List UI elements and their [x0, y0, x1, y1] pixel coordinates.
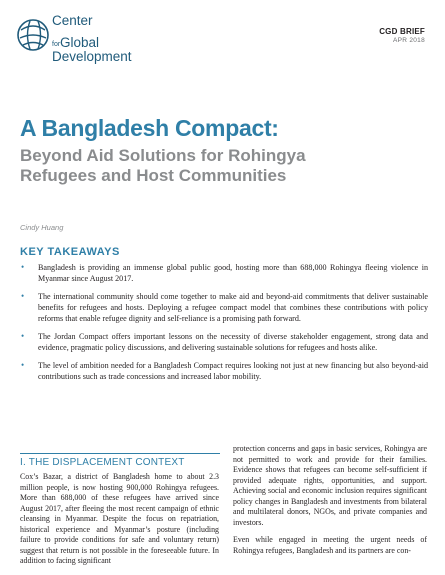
page-title: A Bangladesh Compact:: [20, 115, 279, 141]
body-column-right: [233, 444, 427, 563]
body-paragraph: Cox’s Bazar, a district of Bangladesh home to about 2.3 million people, is now hosting 900,000 Rohingya refugees. More than 688,000 of these refugees have arrived since August 2017, after fleeing the most recent campaign of ethnic cleansing in Myanmar. Despite the focus on repatriation, historical experience and Myanmar’s posture (including failure to provide conditions for safe and voluntary return) suggest that return is not possible in the foreseeable future. In addition to facing significant: [20, 472, 219, 565]
key-takeaway-text: The level of ambition needed for a Bangladesh Compact requires looking not just at new financing but also beyond-aid contributions such as trade concessions and increased labor mobility.: [38, 361, 428, 381]
author: Cindy Huang: [20, 223, 64, 232]
body-paragraph: protection concerns and gaps in basic services, Rohingya are not permitted to work and provide for their families. Evidence shows that refugees can become self-sufficient if provided adequate rights, opportunities, and support. Achieving social and economic inclusion requires significant policy changes in Bangladesh and investments from bilateral and multilateral donors, NGOs, and private companies and investors.: [233, 444, 427, 527]
logo-wordmark: [52, 13, 132, 64]
key-takeaways-heading: KEY TAKEAWAYS: [20, 246, 120, 258]
key-takeaway-item: [20, 360, 428, 382]
bullet-icon: •: [21, 360, 25, 370]
brief-type: CGD BRIEF: [379, 27, 425, 36]
key-takeaway-text: The Jordan Compact offers important lessons on the necessity of diverse stakeholder engagement, strong data and evidence, pragmatic policy discussions, and delivering sustainable solutions for refugees and hosts alike.: [38, 332, 428, 352]
key-takeaway-text: The international community should come together to make aid and beyond-aid commitments that deliver sustainable benefits for refugees and hosts. Deploying a refugee compact model that combines these contributions with policy reforms that enable refugee dignity and self-reliance is a promising path forward.: [38, 292, 428, 323]
globe-icon: [16, 18, 50, 52]
bullet-icon: •: [21, 262, 25, 272]
bullet-icon: •: [21, 331, 25, 341]
cgd-logo: [16, 12, 136, 74]
key-takeaway-item: [20, 331, 428, 353]
body-column-left: [20, 472, 219, 574]
key-takeaway-text: Bangladesh is providing an immense global public good, hosting more than 688,000 Rohingya fleeing violence in Myanmar since August 2017.: [38, 263, 428, 283]
body-paragraph: Even while engaged in meeting the urgent needs of Rohingya refugees, Bangladesh and its partners are con-: [233, 535, 427, 555]
logo-line-development: Development: [52, 49, 132, 64]
key-takeaways-list: [20, 262, 428, 389]
bullet-icon: •: [21, 291, 25, 301]
logo-line-global: Global: [60, 35, 100, 50]
logo-line-center: Center: [52, 13, 93, 28]
brief-label: [379, 27, 425, 44]
logo-for: for: [52, 41, 61, 48]
page-subtitle: Beyond Aid Solutions for Rohingya Refugees and Host Communities: [20, 146, 306, 185]
section-heading: I. THE DISPLACEMENT CONTEXT: [20, 453, 220, 468]
key-takeaway-item: [20, 291, 428, 324]
key-takeaway-item: [20, 262, 428, 284]
brief-date: APR 2018: [392, 37, 425, 44]
